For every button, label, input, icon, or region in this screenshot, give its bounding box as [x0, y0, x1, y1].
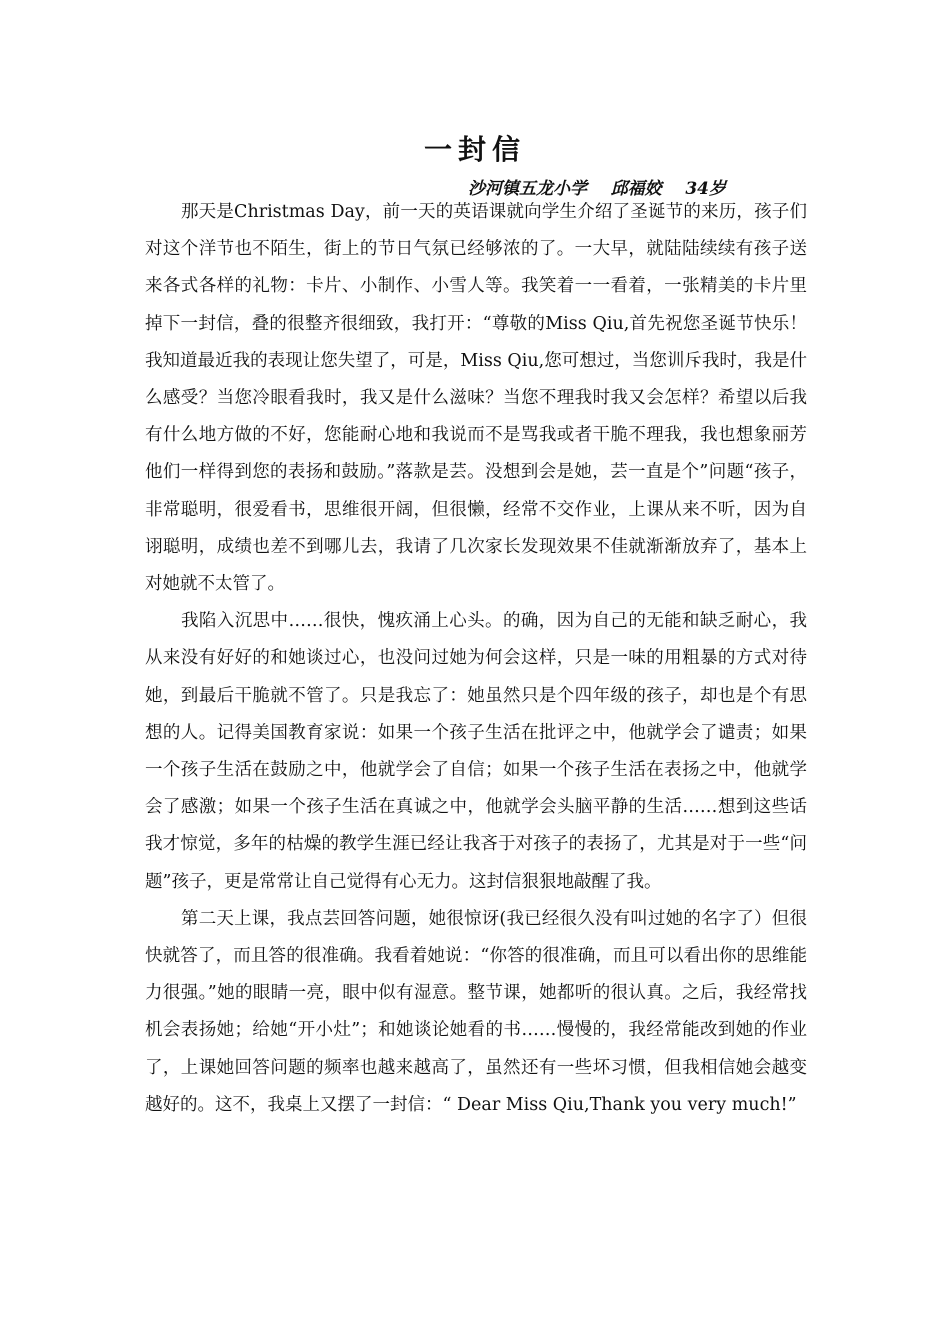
author-byline: 沙河镇五龙小学 邱福姣 34岁	[468, 179, 727, 199]
paragraph-1: 那天是Christmas Day，前一天的英语课就向学生介绍了圣诞节的来历，孩子们对这个洋节也不陌生，街上的节日气氛已经够浓的了。一大早，就陆陆续续有孩子送来各式各样的礼物：卡片、小制作、小雪人等。我笑着一一看着，一张精美的卡片里掉下一封信，叠的很整齐很细致，我打开：“尊敬的Miss Qiu,首先祝您圣诞节快乐！我知道最近我的表现让您失望了，可是，Miss Qiu,您可想过，当您训斥我时，我是什么感受？当您冷眼看我时，我又是什么滋味？当您不理我时我又会怎样？希望以后我有什么地方做的不好，您能耐心地和我说而不是骂我或者干脆不理我，我也想象丽芳他们一样得到您的表扬和鼓励。”落款是芸。没想到会是她，芸一直是个”问题“孩子，非常聪明，很爱看书，思维很开阔，但很懒，经常不交作业，上课从来不听，因为自诩聪明，成绩也差不到哪儿去，我请了几次家长发现效果不佳就渐渐放弃了，基本上对她就不太管了。	[145, 202, 807, 595]
document-title: 一封信	[423, 133, 526, 166]
paragraph-2: 我陷入沉思中……很快，愧疚涌上心头。的确，因为自己的无能和缺乏耐心，我从来没有好好的和她谈过心，也没问过她为何会这样，只是一味的用粗暴的方式对待她，到最后干脆就不管了。只是我忘了：她虽然只是个四年级的孩子，却也是个有思想的人。记得美国教育家说：如果一个孩子生活在批评之中，他就学会了谴责；如果一个孩子生活在鼓励之中，他就学会了自信；如果一个孩子生活在表扬之中，他就学会了感激；如果一个孩子生活在真诚之中，他就学会头脑平静的生活……想到这些话我才惊觉，多年的枯燥的教学生涯已经让我吝于对孩子的表扬了，尤其是对于一些“问题”孩子，更是常常让自己觉得有心无力。这封信狠狠地敲醒了我。	[145, 611, 807, 892]
document-body	[145, 194, 807, 1124]
paragraph-3: 第二天上课，我点芸回答问题，她很惊讶(我已经很久没有叫过她的名字了）但很快就答了，而且答的很准确。我看着她说：“你答的很准确，而且可以看出你的思维能力很强。”她的眼睛一亮，眼中似有湿意。整节课，她都听的很认真。之后，我经常找机会表扬她；给她“开小灶”；和她谈论她看的书……慢慢的，我经常能改到她的作业了，上课她回答问题的频率也越来越高了，虽然还有一些坏习惯，但我相信她会越变越好的。这不，我桌上又摆了一封信：“ Dear Miss Qiu,Thank you very much!”	[145, 908, 807, 1115]
